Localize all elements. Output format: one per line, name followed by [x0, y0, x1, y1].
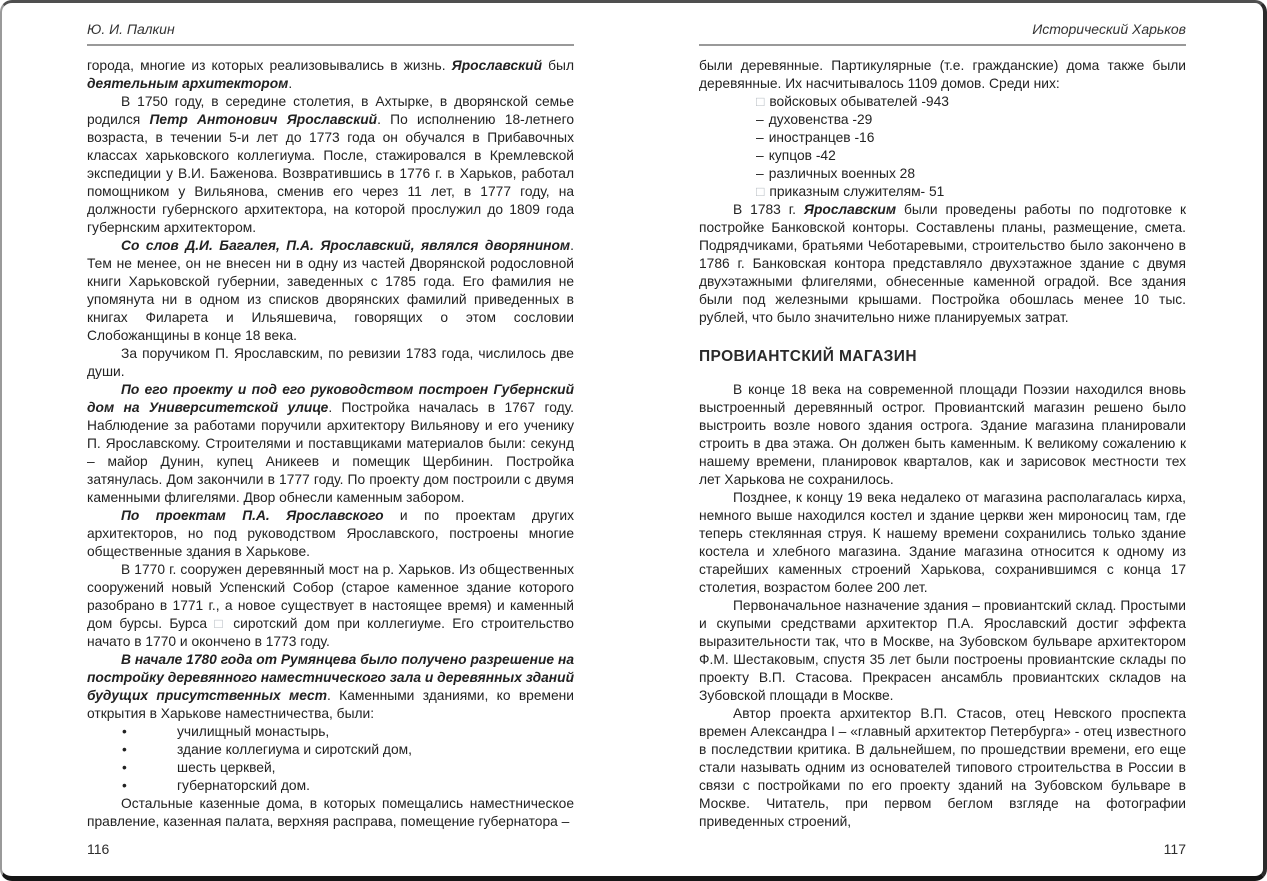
body-text: В 1783 г. [733, 202, 804, 217]
list-item-text: здание коллегиума и сиротский дом, [177, 742, 412, 757]
body-text: . Постройка началась в 1767 году. Наблюдение за работами поручили архитектору Вильянову и его ученику П. Ярославскому. Строителями и поставщиками материалов были: секунд – майор Дунин, купец Аникеев и помещик Щербинин. Постройка затянулась. Дом закончили в 1777 году. По проекту дом построили с двумя каменными флигелями. Двор обнесли каменным забором. [87, 400, 574, 505]
body-text: . Тем не менее, он не внесен ни в одну из частей Дворянской родословной книги Харьковской губернии, заведенных с 1785 года. Его фамилия не упомянута ни в одном из списков дворянских фамилий приведенных в книгах Филарета и Ильяшевича, говорящих о этом сословии Слобожанщины в конце 18 века. [87, 238, 574, 343]
paragraph [699, 705, 1186, 831]
body-text: Первоначальное назначение здания – провиантский склад. Простыми и скупыми средствами архитектор П.А. Ярославский достиг эффекта выразительности так, что в Москве, на Зубовском бульваре архитектором Ф.М. Шестаковым, спустя 35 лет были построены провиантские склады по проекту В.П. Стасова. Прекрасен ансамбль провиантских складов на Зубовской площади в Москве. [699, 598, 1186, 703]
page-left [87, 21, 574, 866]
list-marker: • [122, 724, 127, 739]
body-text: . [288, 76, 293, 91]
body-text: . Каменными зданиями, ко времени открытия в Харькове наместничества, были: [87, 688, 574, 721]
list-marker: – [756, 130, 764, 145]
paragraph [699, 201, 1186, 327]
list-item-text: различных военных 28 [768, 166, 916, 181]
paragraph [699, 489, 1186, 597]
list-marker: – [756, 148, 764, 163]
list-item [699, 93, 1186, 111]
paragraph [87, 381, 574, 507]
body-text: были деревянные. Партикулярные (т.е. гражданские) дома также были деревянные. Их насчитывалось 1109 домов. Среди них: [699, 58, 1186, 91]
page-number-right: 117 [1163, 841, 1186, 857]
paragraph [87, 561, 574, 651]
body-text: . По исполнению 18-летнего возраста, в течении 5-и лет до 1773 года он обучался в Прибавочных классах харьковского коллегиума. После, стажировался в Кремлевской экспедиции у В.И. Баженова. Возвратившись в 1776 г. в Харьков, работал помощником у Вильянова, сменив его через 11 лет, в 1777 году, на должности губернского архитектора, на которой прослужил до 1809 года губернским архитектором. [87, 112, 574, 235]
emphasis-text: Петр Антонович Ярославский [149, 112, 378, 127]
body-text: были проведены работы по подготовке к постройке Банковской конторы. Составлены планы, размещение, смета. Подрядчиками, братьями Чеботаревыми, строительство было закончено в 1786 г. Банковская контора представляло двухэтажное здание с двумя двухэтажными флигелями, обнесенные каменной оградой. Все здания были под железными крышами. Постройка обошлась менее 10 тыс. рублей, что было значительно ниже планируемых затрат. [699, 202, 1186, 325]
list-item-text: училищный монастырь, [177, 724, 330, 739]
body-text: В 1770 г. сооружен деревянный мост на р. Харьков. Из общественных сооружений новый Успенский Собор (старое каменное здание которого разобрано в 1771 г., а новое существует в настоящее время) и каменный дом бурсы. Бурса [87, 562, 574, 631]
body-text: сиротский дом при коллегиуме. Его строительство начато в 1770 и окончено в 1773 году. [87, 616, 574, 649]
body-text: Остальные казенные дома, в которых помещались наместническое правление, казенная палата, верхняя расправа, помещение губернатора – [87, 796, 574, 829]
list-marker: • [122, 742, 127, 757]
list-item [87, 741, 574, 759]
emphasis-text: деятельным архитектором [87, 76, 289, 91]
emphasis-text: Ярославским [803, 202, 897, 217]
paragraph [699, 597, 1186, 705]
list-item-text: приказным служителям- 51 [769, 184, 945, 199]
list [87, 723, 574, 795]
running-header-right [699, 21, 1186, 46]
list-item-text: иностранцев -16 [768, 130, 875, 145]
book-title: Исторический Харьков [1032, 21, 1186, 37]
list-item [699, 129, 1186, 147]
list-item [699, 165, 1186, 183]
paragraph [87, 507, 574, 561]
body-text: В 1750 году, в середине столетия, в Ахтырке, в дворянской семье родился [87, 94, 574, 127]
list-marker: • [122, 778, 127, 793]
list-item [87, 723, 574, 741]
paragraph [87, 345, 574, 381]
list-item [699, 111, 1186, 129]
list-item-text: войсковых обывателей -943 [769, 94, 949, 109]
list-marker: – [756, 112, 764, 127]
emphasis-text: По его проекту и под его руководством построен Губернский дом на Университетской улице [87, 382, 574, 415]
paragraph [87, 237, 574, 345]
paragraph [87, 795, 574, 831]
paragraph [699, 381, 1186, 489]
paragraph [87, 57, 574, 93]
list-marker: • [122, 760, 127, 775]
list-item-text: губернаторский дом. [177, 778, 310, 793]
page-right [699, 21, 1186, 866]
page-number-left: 116 [87, 841, 110, 857]
placeholder-box-icon: □ [214, 616, 227, 631]
body-text: и по проектам других архитекторов, но под руководством Ярославского, построены многие общественные здания в Харькове. [87, 508, 574, 559]
placeholder-box-icon: □ [756, 94, 765, 109]
running-header-left [87, 21, 574, 46]
emphasis-text: Ярославский [451, 58, 543, 73]
list-item-text: купцов -42 [768, 148, 836, 163]
body-text: Позднее, к концу 19 века недалеко от магазина располагалась кирха, немного выше находился костел и здание церкви жен мироносиц там, где теперь стеклянная струя. К нашему времени сохранились только здание костела и хлебного магазина. Здание магазина относится к одному из старейших каменных строений Харькова, сохранившимся с конца 17 столетия, возрастом более 200 лет. [699, 490, 1186, 595]
emphasis-text: Со слов Д.И. Багалея, П.А. Ярославский, являлся дворянином [121, 238, 571, 253]
list-item-text: шесть церквей, [177, 760, 276, 775]
list-item-text: духовенства -29 [768, 112, 873, 127]
list-item [699, 183, 1186, 201]
placeholder-box-icon: □ [756, 184, 765, 199]
body-text: В конце 18 века на современной площади Поэзии находился вновь выстроенный деревянный острог. Провиантский магазин решено было выстроить возле нового здания острога. Здание магазина планировали строить в два этажа. Он должен быть каменным. К великому сожалению к нашему времени, планировок кварталов, как и зарисовок местности тех лет Харькова не сохранилось. [699, 382, 1186, 487]
list-item [87, 777, 574, 795]
page-right-body [699, 57, 1186, 831]
emphasis-text: В начале 1780 года от Румянцева было получено разрешение на постройку деревянного наместнического зала и деревянных зданий будущих присутственных мест [87, 652, 574, 703]
body-text: Автор проекта архитектор В.П. Стасов, отец Невского проспекта времен Александра I – «главный архитектор Петербурга» - отец известного в последствии критика. В дальнейшем, по прошедствии времени, его еще стали называть одним из основателей типового строительства в России в связи с постройками по его проекту зданий на Зубовском бульваре в Москве. Читатель, при первом беглом взгляде на фотографии приведенных строений, [699, 706, 1186, 829]
paragraph [87, 651, 574, 723]
list-item [699, 147, 1186, 165]
list [699, 93, 1186, 201]
list-marker: – [756, 166, 764, 181]
section-heading: ПРОВИАНТСКИЙ МАГАЗИН [699, 348, 917, 365]
paragraph [87, 93, 574, 237]
page-left-body [87, 57, 574, 831]
paragraph [699, 57, 1186, 93]
body-text: был [542, 58, 574, 73]
emphasis-text: По проектам П.А. Ярославского [121, 508, 384, 523]
list-item [87, 759, 574, 777]
body-text: города, многие из которых реализовывались в жизнь. [87, 58, 452, 73]
body-text: За поручиком П. Ярославским, по ревизии 1783 года, числилось две души. [87, 346, 574, 379]
author-name: Ю. И. Палкин [87, 21, 175, 37]
